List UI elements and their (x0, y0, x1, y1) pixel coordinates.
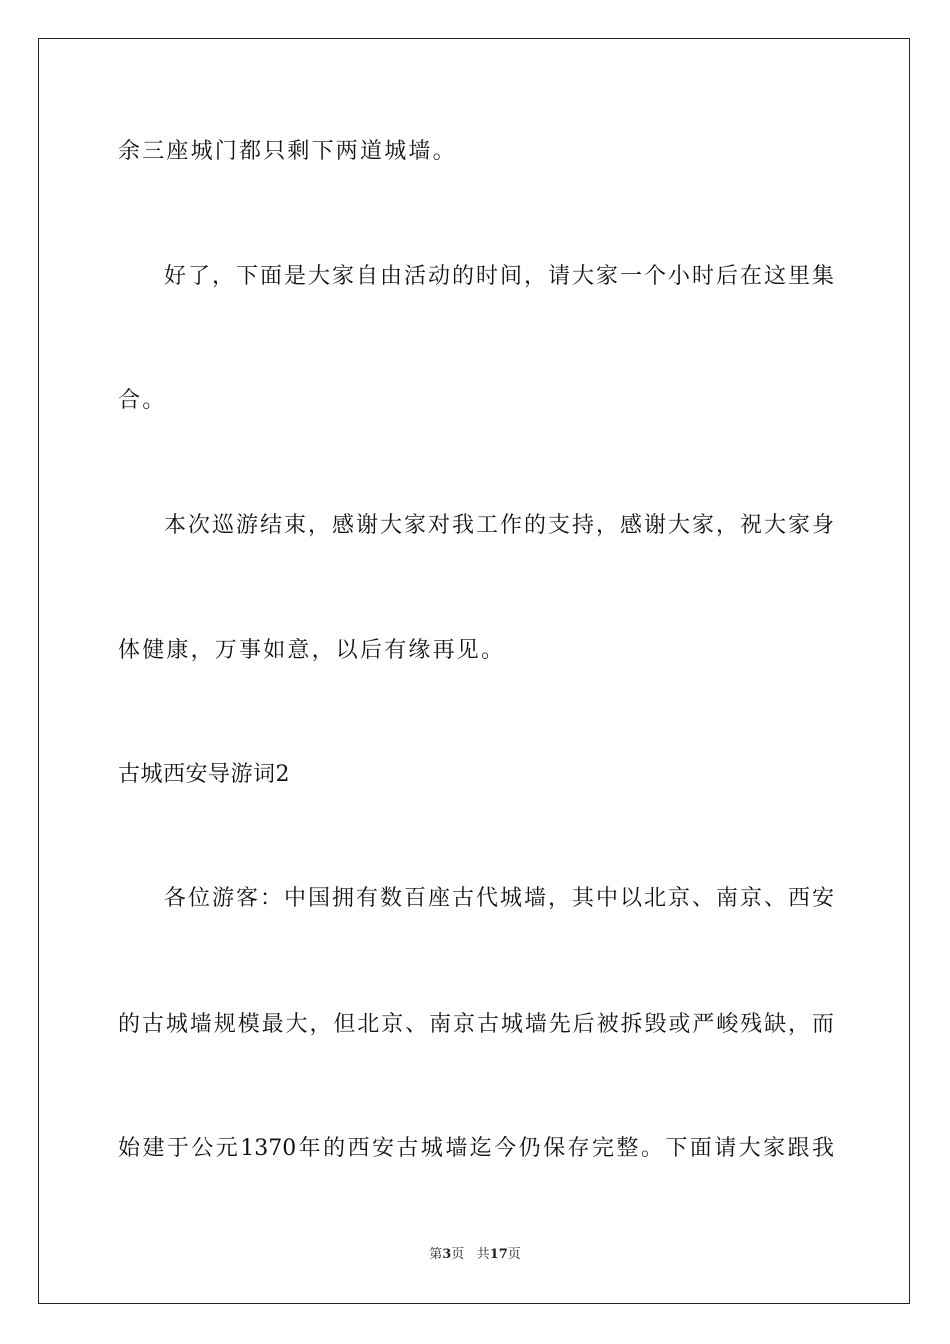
text-line-5: 体健康，万事如意，以后有缘再见。 (118, 638, 506, 663)
page-footer (0, 1246, 950, 1264)
footer-total-suffix: 页 (507, 1247, 521, 1262)
footer-page-prefix: 第 (429, 1247, 443, 1262)
footer-page-number: 3 (442, 1247, 452, 1262)
footer-total-prefix: 共 (476, 1247, 490, 1262)
text-line-1: 余三座城门都只剩下两道城墙。 (118, 139, 457, 164)
text-line-3: 合。 (118, 388, 167, 413)
text-line-7: 各位游客：中国拥有数百座古代城墙，其中以北京、南京、西安 (164, 886, 834, 911)
text-line-4: 本次巡游结束，感谢大家对我工作的支持，感谢大家，祝大家身 (164, 513, 834, 538)
footer-total-pages: 17 (489, 1247, 508, 1262)
text-line-8: 的古城墙规模最大，但北京、南京古城墙先后被拆毁或严峻残缺，而 (118, 1012, 834, 1037)
section-heading: 古城西安导游词2 (118, 762, 290, 787)
text-line-2: 好了，下面是大家自由活动的时间，请大家一个小时后在这里集 (164, 264, 834, 289)
footer-page-suffix: 页 (451, 1247, 465, 1262)
page-border (38, 38, 910, 1304)
text-line-9: 始建于公元1370年的西安古城墙迄今仍保存完整。下面请大家跟我 (118, 1136, 834, 1161)
